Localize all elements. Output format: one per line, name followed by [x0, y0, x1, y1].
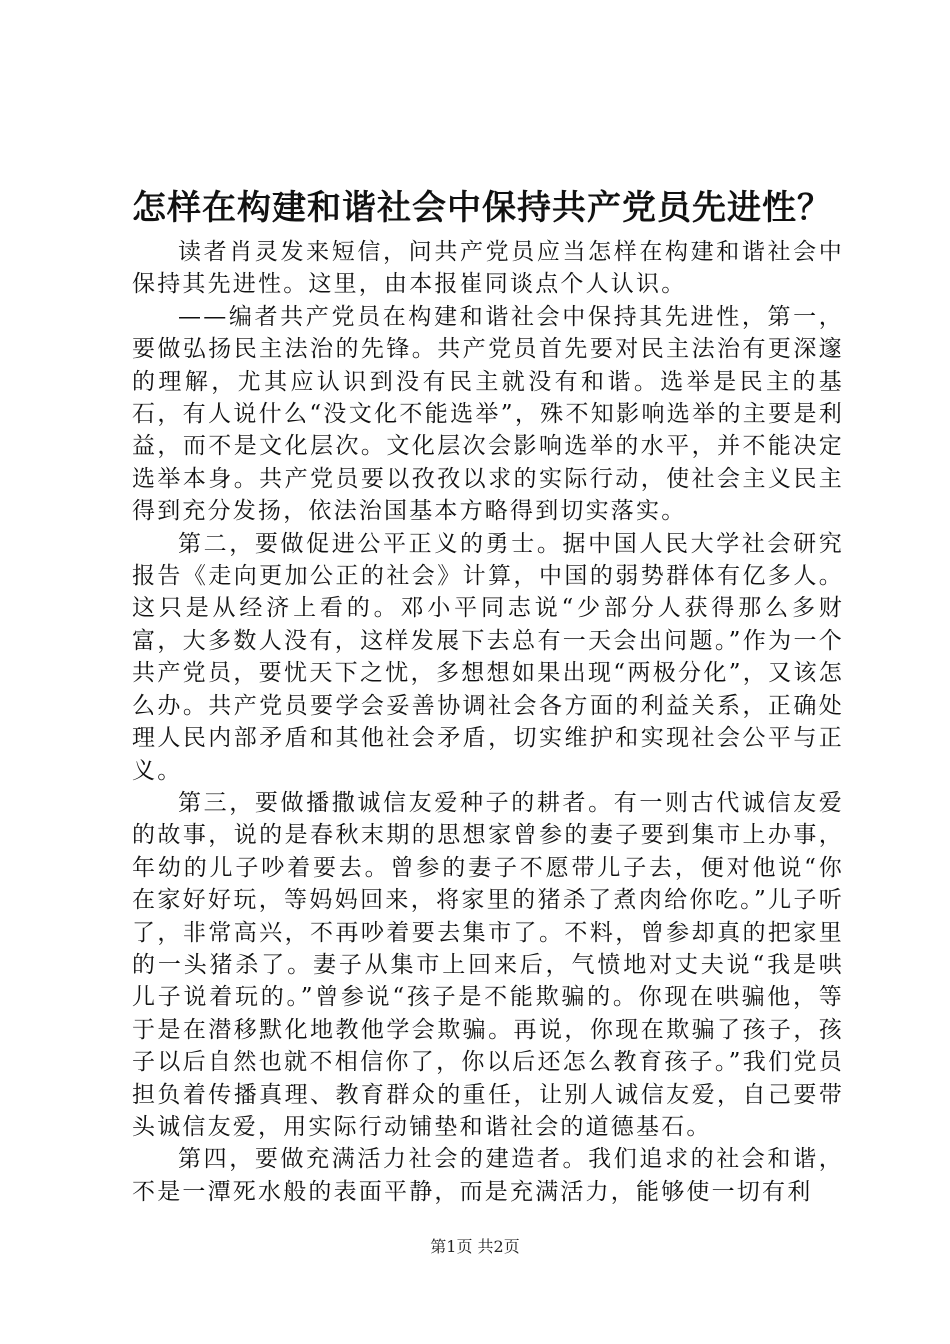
- paragraph-first-point: ——编者共产党员在构建和谐社会中保持其先进性，第一，要做弘扬民主法治的先锋。共产党员首先要对民主法治有更深邃的理解，尤其应认识到没有民主就没有和谐。选举是民主的基石，有人说什么“没文化不能选举”，殊不知影响选举的主要是利益，而不是文化层次。文化层次会影响选举的水平，并不能决定选举本身。共产党员要以孜孜以求的实际行动，使社会主义民主得到充分发扬，依法治国基本方略得到切实落实。: [132, 303, 844, 525]
- document-body: [132, 236, 844, 1208]
- paragraph-third-point: 第三，要做播撒诚信友爱种子的耕者。有一则古代诚信友爱的故事，说的是春秋末期的思想家曾参的妻子要到集市上办事，年幼的儿子吵着要去。曾参的妻子不愿带儿子去，便对他说“你在家好好玩，等妈妈回来，将家里的猪杀了煮肉给你吃。”儿子听了，非常高兴，不再吵着要去集市了。不料，曾参却真的把家里的一头猪杀了。妻子从集市上回来后，气愤地对丈夫说“我是哄儿子说着玩的。”曾参说“孩子是不能欺骗的。你现在哄骗他，等于是在潜移默化地教他学会欺骗。再说，你现在欺骗了孩子，孩子以后自然也就不相信你了，你以后还怎么教育孩子。”我们党员担负着传播真理、教育群众的重任，让别人诚信友爱，自己要带头诚信友爱，用实际行动铺垫和谐社会的道德基石。: [132, 789, 844, 1140]
- paragraph-second-point: 第二，要做促进公平正义的勇士。据中国人民大学社会研究报告《走向更加公正的社会》计算，中国的弱势群体有亿多人。这只是从经济上看的。邓小平同志说“少部分人获得那么多财富，大多数人没有，这样发展下去总有一天会出问题。”作为一个共产党员，要忧天下之忧，多想想如果出现“两极分化”，又该怎么办。共产党员要学会妥善协调社会各方面的利益关系，正确处理人民内部矛盾和其他社会矛盾，切实维护和实现社会公平与正义。: [132, 530, 844, 784]
- document-title: 怎样在构建和谐社会中保持共产党员先进性？: [132, 188, 832, 228]
- paragraph-fourth-point: 第四，要做充满活力社会的建造者。我们追求的社会和谐，不是一潭死水般的表面平静，而是充满活力，能够使一切有利: [132, 1146, 844, 1205]
- page-number-footer: 第1页 共2页: [430, 1237, 520, 1256]
- paragraph-intro: 读者肖灵发来短信，问共产党员应当怎样在构建和谐社会中保持其先进性。这里，由本报崔同谈点个人认识。: [132, 239, 844, 298]
